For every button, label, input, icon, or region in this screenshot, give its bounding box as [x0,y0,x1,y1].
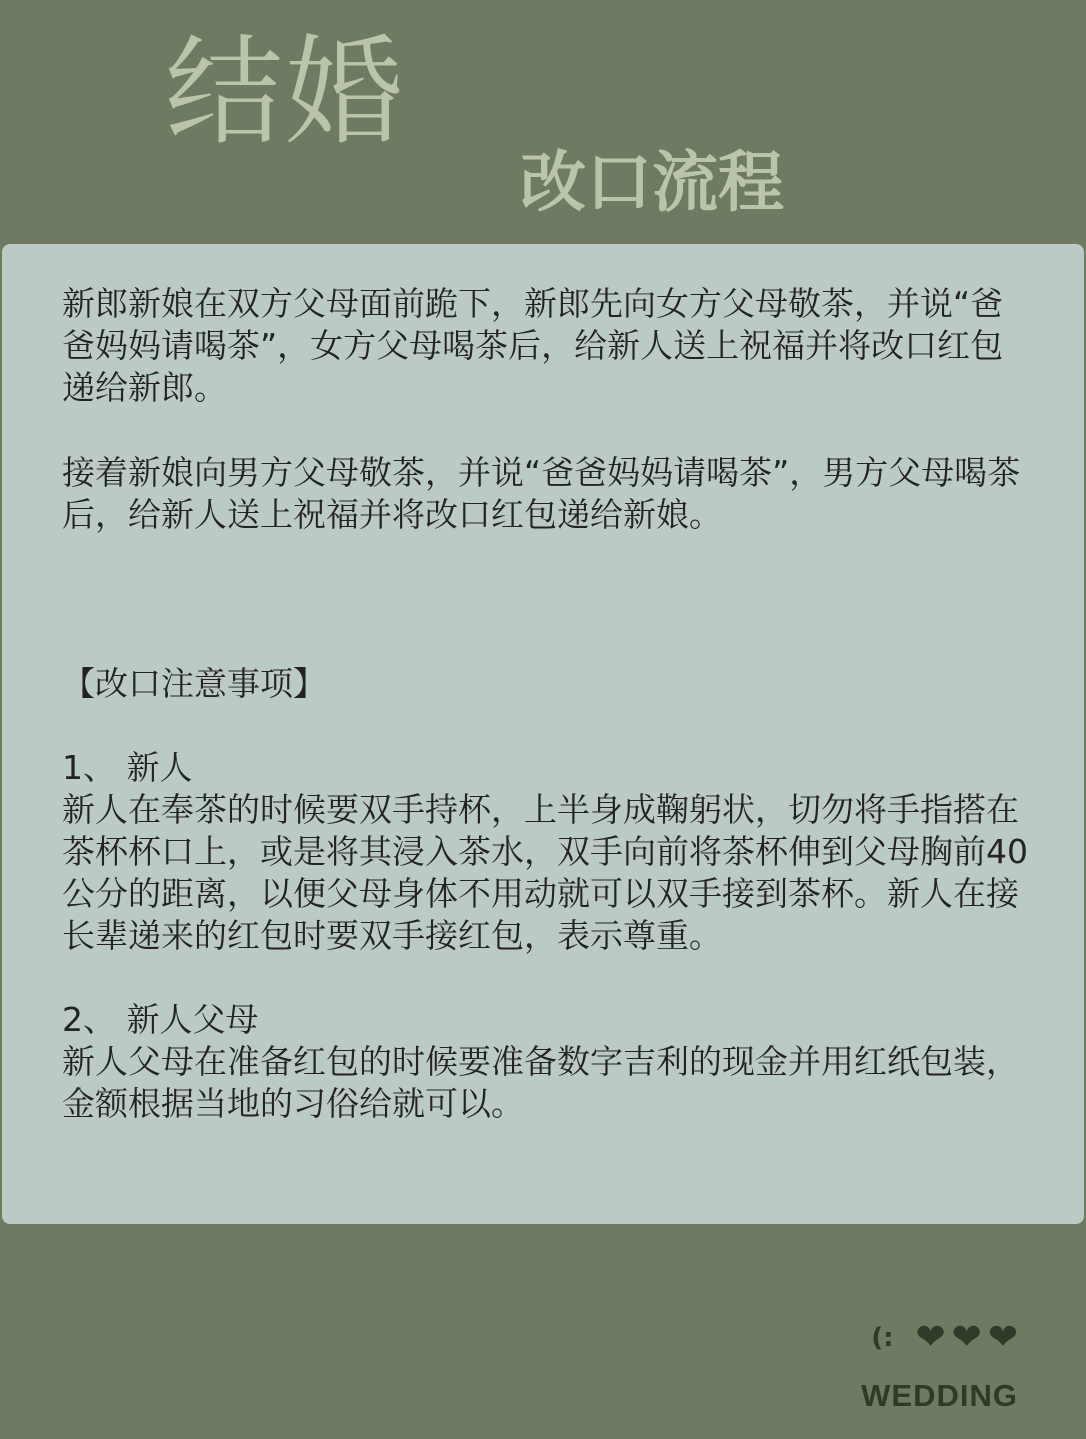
heart-icon: ❤ [987,1317,1018,1358]
card-content [62,283,1032,1125]
footer-hearts [871,1318,1018,1358]
heart-icon: ❤ [951,1317,982,1358]
smile-emoticon: (: [871,1323,894,1353]
page-subtitle: 改口流程 [520,144,784,221]
item-2-title: 2、 新人父母 [62,1000,259,1039]
footer-label: WEDDING [861,1378,1018,1413]
paragraph-groom-tea: 新郎新娘在双方父母面前跪下，新郎先向女方父母敬茶，并说“爸爸妈妈请喝茶”，女方父母喝茶后，给新人送上祝福并将改口红包递给新郎。 [62,284,1004,407]
paragraph-bride-tea: 接着新娘向男方父母敬茶，并说“爸爸妈妈请喝茶”，男方父母喝茶后，给新人送上祝福并将改口红包递给新娘。 [62,453,1021,534]
item-1-body: 新人在奉茶的时候要双手持杯，上半身成鞠躬状，切勿将手指搭在茶杯杯口上，或是将其浸入茶水，双手向前将茶杯伸到父母胸前40公分的距离，以便父母身体不用动就可以双手接到茶杯。新人在接长辈递来的红包时要双手接红包，表示尊重。 [62,790,1028,955]
heart-icon: ❤ [915,1317,946,1358]
item-1-title: 1、 新人 [62,748,193,787]
notes-heading: 【改口注意事项】 [62,664,326,703]
page-title: 结婚 [165,23,406,161]
item-2-body: 新人父母在准备红包的时候要准备数字吉利的现金并用红纸包装，金额根据当地的习俗给就可以。 [62,1042,1019,1123]
